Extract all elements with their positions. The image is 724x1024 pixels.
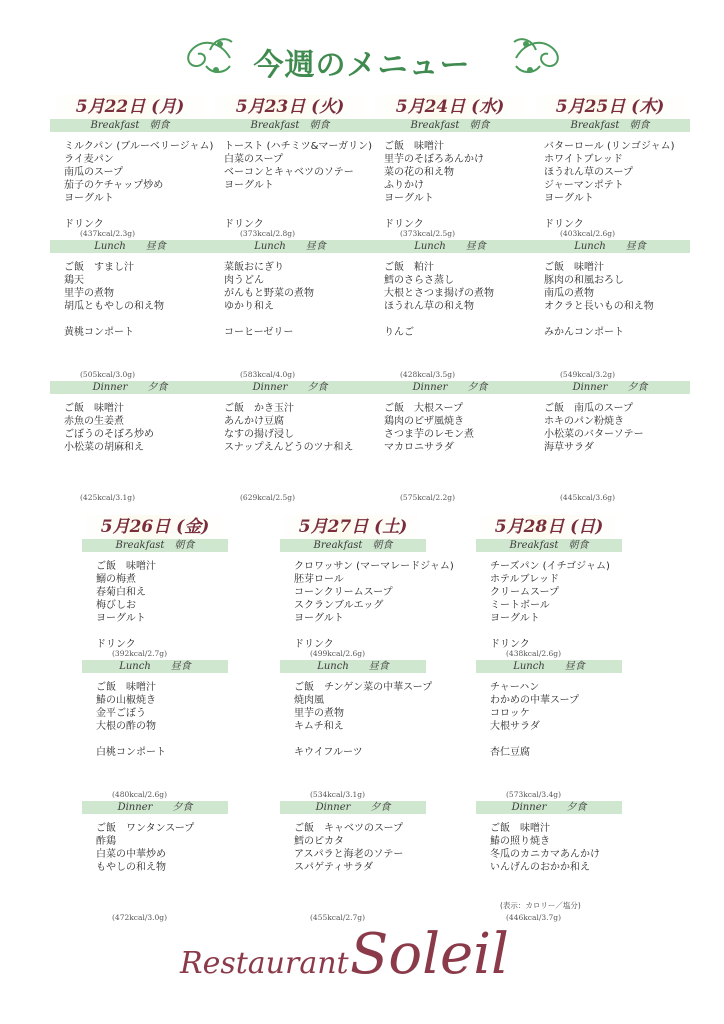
- lunch-nutrition: (505kcal/3.0g): [80, 370, 136, 379]
- menu-item: ご飯 味噌汁: [96, 561, 156, 572]
- day-column: [476, 515, 622, 924]
- menu-item: ドリンク: [96, 639, 136, 650]
- lunch-header: Lunch 昼食: [476, 660, 622, 673]
- spacer: [224, 205, 370, 218]
- spacer: [544, 313, 690, 326]
- breakfast-nutrition: (438kcal/2.6g): [506, 649, 562, 658]
- dinner-header: Dinner 夕食: [50, 381, 210, 394]
- spacer: [294, 625, 426, 638]
- menu-item: 南瓜のスープ: [64, 167, 123, 178]
- dinner-header: Dinner 夕食: [530, 381, 690, 394]
- spacer: [224, 192, 370, 205]
- breakfast-header: Breakfast 朝食: [210, 119, 370, 132]
- menu-item: 白菜の中華炒め: [96, 849, 166, 860]
- menu-item: 小松菜のバターソテー: [544, 429, 644, 440]
- menu-item: ヨーグルト: [384, 193, 434, 204]
- menu-item: 里芋のそぼろあんかけ: [384, 154, 484, 165]
- breakfast-block: [280, 552, 454, 660]
- menu-item: アスパラと海老のソテー: [294, 849, 404, 860]
- spacer: [64, 205, 210, 218]
- lunch-header: Lunch 昼食: [280, 660, 426, 673]
- menu-item: 白菜のスープ: [224, 154, 283, 165]
- breakfast-block: [82, 552, 228, 660]
- menu-item: 海草サラダ: [544, 442, 594, 453]
- menu-item: スナップえんどうのツナ和え: [224, 442, 354, 453]
- menu-item: バターロール (リンゴジャム): [544, 141, 675, 152]
- dinner-nutrition: (425kcal/3.1g): [80, 493, 136, 502]
- menu-item: ホキのパン粉焼き: [544, 416, 624, 427]
- menu-item: ご飯 味噌汁: [384, 141, 444, 152]
- day-column: [210, 95, 373, 504]
- lunch-nutrition: (480kcal/2.6g): [112, 790, 168, 799]
- menu-item: あんかけ豆腐: [224, 416, 284, 427]
- breakfast-header: Breakfast 朝食: [82, 539, 228, 552]
- dinner-block: [210, 394, 370, 504]
- breakfast-nutrition: (437kcal/2.3g): [80, 229, 136, 238]
- menu-item: ホテルブレッド: [490, 574, 559, 585]
- lunch-nutrition: (549kcal/3.2g): [560, 370, 616, 379]
- menu-item: スパゲティサラダ: [294, 862, 374, 873]
- menu-item: ご飯 ワンタンスープ: [96, 823, 195, 834]
- lunch-header: Lunch 昼食: [50, 240, 210, 253]
- lunch-items: [50, 253, 210, 339]
- lunch-nutrition: (428kcal/3.5g): [400, 370, 456, 379]
- menu-item: 鶏肉のピザ風焼き: [384, 416, 464, 427]
- dinner-header: Dinner 夕食: [370, 381, 530, 394]
- day-date: 5月27日 (土): [280, 515, 426, 539]
- menu-item: ドリンク: [224, 219, 264, 230]
- menu-item: トースト (ハチミツ&マーガリン): [224, 141, 373, 152]
- menu-item: 大根の酢の物: [96, 721, 156, 732]
- menu-item: 小松菜の胡麻和え: [64, 442, 144, 453]
- dinner-header: Dinner 夕食: [476, 801, 622, 814]
- menu-item: コロッケ: [490, 708, 530, 719]
- menu-item: みかんコンポート: [544, 327, 624, 338]
- breakfast-header: Breakfast 朝食: [280, 539, 426, 552]
- breakfast-block: [530, 132, 690, 240]
- lunch-block: [50, 253, 210, 381]
- dinner-nutrition: (472kcal/3.0g): [112, 913, 168, 922]
- menu-item: オクラと長いもの和え物: [544, 301, 654, 312]
- menu-item: 胡瓜ともやしの和え物: [64, 301, 164, 312]
- menu-item: ヨーグルト: [544, 193, 594, 204]
- menu-item: ふりかけ: [384, 180, 424, 191]
- menu-item: ヨーグルト: [96, 613, 146, 624]
- breakfast-block: [370, 132, 530, 240]
- day-column: [50, 95, 214, 504]
- breakfast-nutrition: (392kcal/2.7g): [112, 649, 168, 658]
- menu-item: ご飯 南瓜のスープ: [544, 403, 633, 414]
- menu-item: ご飯 粕汁: [384, 262, 434, 273]
- menu-item: ヨーグルト: [64, 193, 114, 204]
- lunch-header: Lunch 昼食: [82, 660, 228, 673]
- dinner-nutrition: (629kcal/2.5g): [240, 493, 296, 502]
- menu-item: ご飯 味噌汁: [490, 823, 550, 834]
- menu-item: 鶏天: [64, 275, 84, 286]
- dinner-items: [210, 394, 370, 454]
- day-column: [280, 515, 454, 924]
- menu-item: 黄桃コンポート: [64, 327, 134, 338]
- menu-item: 鰯の梅煮: [96, 574, 136, 585]
- breakfast-items: [210, 132, 373, 231]
- lunch-block: [280, 673, 433, 801]
- lunch-nutrition: (534kcal/3.1g): [310, 790, 366, 799]
- menu-item: ごぼうのそぼろ炒め: [64, 429, 154, 440]
- dinner-items: [280, 814, 426, 874]
- menu-item: キウイフルーツ: [294, 747, 363, 758]
- menu-item: スクランブルエッグ: [294, 600, 384, 611]
- menu-item: 鱈のさらさ蒸し: [384, 275, 454, 286]
- menu-item: わかめの中華スープ: [490, 695, 579, 706]
- day-column: [370, 95, 530, 504]
- menu-item: 鰆の照り焼き: [490, 836, 550, 847]
- menu-item: りんご: [384, 327, 414, 338]
- menu-item: 菜飯おにぎり: [224, 262, 284, 273]
- spacer: [96, 625, 228, 638]
- dinner-header: Dinner 夕食: [82, 801, 228, 814]
- menu-item: ご飯 チンゲン菜の中華スープ: [294, 682, 433, 693]
- menu-item: ヨーグルト: [224, 180, 274, 191]
- lunch-nutrition: (583kcal/4.0g): [240, 370, 296, 379]
- menu-item: ご飯 味噌汁: [96, 682, 156, 693]
- dinner-items: [476, 814, 622, 874]
- breakfast-items: [280, 552, 454, 651]
- lunch-items: [82, 673, 228, 759]
- spacer: [384, 205, 530, 218]
- breakfast-block: [210, 132, 373, 240]
- menu-item: 鱈のピカタ: [294, 836, 344, 847]
- menu-item: ドリンク: [384, 219, 424, 230]
- menu-item: 南瓜の煮物: [544, 288, 594, 299]
- day-date: 5月22日 (月): [50, 95, 210, 119]
- menu-item: クリームスープ: [490, 587, 559, 598]
- spacer: [96, 733, 228, 746]
- day-date: 5月28日 (日): [476, 515, 622, 539]
- day-date: 5月26日 (金): [82, 515, 228, 539]
- dinner-block: [50, 394, 210, 504]
- menu-item: ホワイトブレッド: [544, 154, 623, 165]
- menu-item: コーンクリームスープ: [294, 587, 393, 598]
- dinner-block: [280, 814, 426, 924]
- menu-item: ヨーグルト: [490, 613, 540, 624]
- lunch-items: [476, 673, 622, 759]
- flourish-ornament-icon: [510, 30, 566, 80]
- menu-item: 里芋の煮物: [294, 708, 344, 719]
- lunch-block: [82, 673, 228, 801]
- menu-item: マカロニサラダ: [384, 442, 454, 453]
- spacer: [224, 313, 370, 326]
- dinner-items: [50, 394, 210, 454]
- menu-item: ゆかり和え: [224, 301, 274, 312]
- menu-item: ドリンク: [544, 219, 584, 230]
- day-date: 5月25日 (木): [530, 95, 690, 119]
- menu-item: 鰆の山椒焼き: [96, 695, 156, 706]
- day-date: 5月24日 (水): [370, 95, 530, 119]
- spacer: [294, 733, 426, 746]
- menu-item: チーズパン (イチゴジャム): [490, 561, 610, 572]
- menu-item: 菜の花の和え物: [384, 167, 454, 178]
- menu-item: ご飯 大根スープ: [384, 403, 463, 414]
- menu-item: ドリンク: [294, 639, 334, 650]
- menu-item: ご飯 キャベツのスープ: [294, 823, 403, 834]
- dinner-items: [370, 394, 530, 454]
- menu-item: クロワッサン (マーマレードジャム): [294, 561, 454, 572]
- menu-item: 大根サラダ: [490, 721, 540, 732]
- menu-item: いんげんのおかか和え: [490, 862, 590, 873]
- menu-item: 白桃コンポート: [96, 747, 166, 758]
- menu-item: 豚肉の和風おろし: [544, 275, 624, 286]
- menu-item: ドリンク: [490, 639, 530, 650]
- lunch-block: [476, 673, 622, 801]
- menu-item: ほうれん草の和え物: [384, 301, 474, 312]
- menu-item: さつま芋のレモン煮: [384, 429, 474, 440]
- spacer: [490, 733, 622, 746]
- menu-item: 茄子のケチャップ炒め: [64, 180, 164, 191]
- breakfast-items: [82, 552, 228, 651]
- dinner-items: [530, 394, 690, 454]
- menu-item: 肉うどん: [224, 275, 264, 286]
- dinner-block: [370, 394, 530, 504]
- menu-item: 酢鶏: [96, 836, 116, 847]
- dinner-items: [82, 814, 228, 874]
- menu-item: ご飯 味噌汁: [64, 403, 124, 414]
- menu-item: 赤魚の生姜煮: [64, 416, 124, 427]
- menu-item: がんもと野菜の煮物: [224, 288, 314, 299]
- lunch-items: [280, 673, 433, 759]
- breakfast-nutrition: (373kcal/2.5g): [400, 229, 456, 238]
- dinner-header: Dinner 夕食: [210, 381, 370, 394]
- breakfast-header: Breakfast 朝食: [50, 119, 210, 132]
- menu-item: 梅びしお: [96, 600, 136, 611]
- day-column: [82, 515, 228, 924]
- header: [0, 30, 724, 90]
- menu-item: 胚芽ロール: [294, 574, 344, 585]
- breakfast-items: [370, 132, 530, 231]
- menu-item: 大根とさつま揚げの煮物: [384, 288, 494, 299]
- menu-item: 冬瓜のカニカマあんかけ: [490, 849, 600, 860]
- dinner-nutrition: (455kcal/2.7g): [310, 913, 366, 922]
- menu-item: キムチ和え: [294, 721, 344, 732]
- menu-item: ジャーマンポテト: [544, 180, 624, 191]
- dinner-nutrition: (575kcal/2.2g): [400, 493, 456, 502]
- breakfast-block: [50, 132, 214, 240]
- lunch-nutrition: (573kcal/3.4g): [506, 790, 562, 799]
- menu-item: ライ麦パン: [64, 154, 114, 165]
- lunch-block: [370, 253, 530, 381]
- spacer: [384, 313, 530, 326]
- breakfast-nutrition: (403kcal/2.6g): [560, 229, 616, 238]
- brand-name: Soleil: [350, 922, 509, 987]
- menu-item: 金平ごぼう: [96, 708, 146, 719]
- dinner-header: Dinner 夕食: [280, 801, 426, 814]
- menu-item: 焼肉風: [294, 695, 324, 706]
- spacer: [544, 205, 690, 218]
- menu-item: チャーハン: [490, 682, 540, 693]
- breakfast-header: Breakfast 朝食: [476, 539, 622, 552]
- menu-item: ベーコンとキャベツのソテー: [224, 167, 354, 178]
- menu-item: ご飯 すまし汁: [64, 262, 134, 273]
- lunch-block: [210, 253, 370, 381]
- menu-item: ミルクパン (ブルーベリージャム): [64, 141, 214, 152]
- breakfast-items: [530, 132, 690, 231]
- breakfast-header: Breakfast 朝食: [530, 119, 690, 132]
- breakfast-nutrition: (373kcal/2.8g): [240, 229, 296, 238]
- dinner-nutrition: (446kcal/3.7g): [506, 913, 562, 922]
- menu-item: ヨーグルト: [294, 613, 344, 624]
- lunch-block: [530, 253, 690, 381]
- menu-item: ご飯 かき玉汁: [224, 403, 294, 414]
- menu-item: 里芋の煮物: [64, 288, 114, 299]
- dinner-nutrition: (445kcal/3.6g): [560, 493, 616, 502]
- page-title: 今週のメニュー: [253, 48, 471, 83]
- spacer: [64, 313, 210, 326]
- breakfast-items: [476, 552, 622, 651]
- menu-item: ほうれん草のスープ: [544, 167, 633, 178]
- nutrition-note: (表示：カロリー／塩分): [500, 901, 581, 910]
- menu-item: ミートボール: [490, 600, 550, 611]
- menu-item: ご飯 味噌汁: [544, 262, 604, 273]
- lunch-header: Lunch 昼食: [370, 240, 530, 253]
- spacer: [490, 625, 622, 638]
- restaurant-brand: [0, 918, 724, 998]
- menu-item: 春菊白和え: [96, 587, 146, 598]
- breakfast-header: Breakfast 朝食: [370, 119, 530, 132]
- breakfast-block: [476, 552, 622, 660]
- dinner-block: [530, 394, 690, 504]
- menu-item: 杏仁豆腐: [490, 747, 530, 758]
- lunch-items: [370, 253, 530, 339]
- menu-item: コーヒーゼリー: [224, 327, 294, 338]
- day-column: [530, 95, 690, 504]
- breakfast-nutrition: (499kcal/2.6g): [310, 649, 366, 658]
- lunch-items: [530, 253, 690, 339]
- day-date: 5月23日 (火): [210, 95, 370, 119]
- lunch-header: Lunch 昼食: [210, 240, 370, 253]
- brand-restaurant-word: Restaurant: [180, 946, 349, 981]
- menu-item: なすの揚げ浸し: [224, 429, 294, 440]
- menu-item: もやしの和え物: [96, 862, 166, 873]
- breakfast-items: [50, 132, 214, 231]
- menu-item: ドリンク: [64, 219, 104, 230]
- lunch-items: [210, 253, 370, 339]
- lunch-header: Lunch 昼食: [530, 240, 690, 253]
- dinner-block: [82, 814, 228, 924]
